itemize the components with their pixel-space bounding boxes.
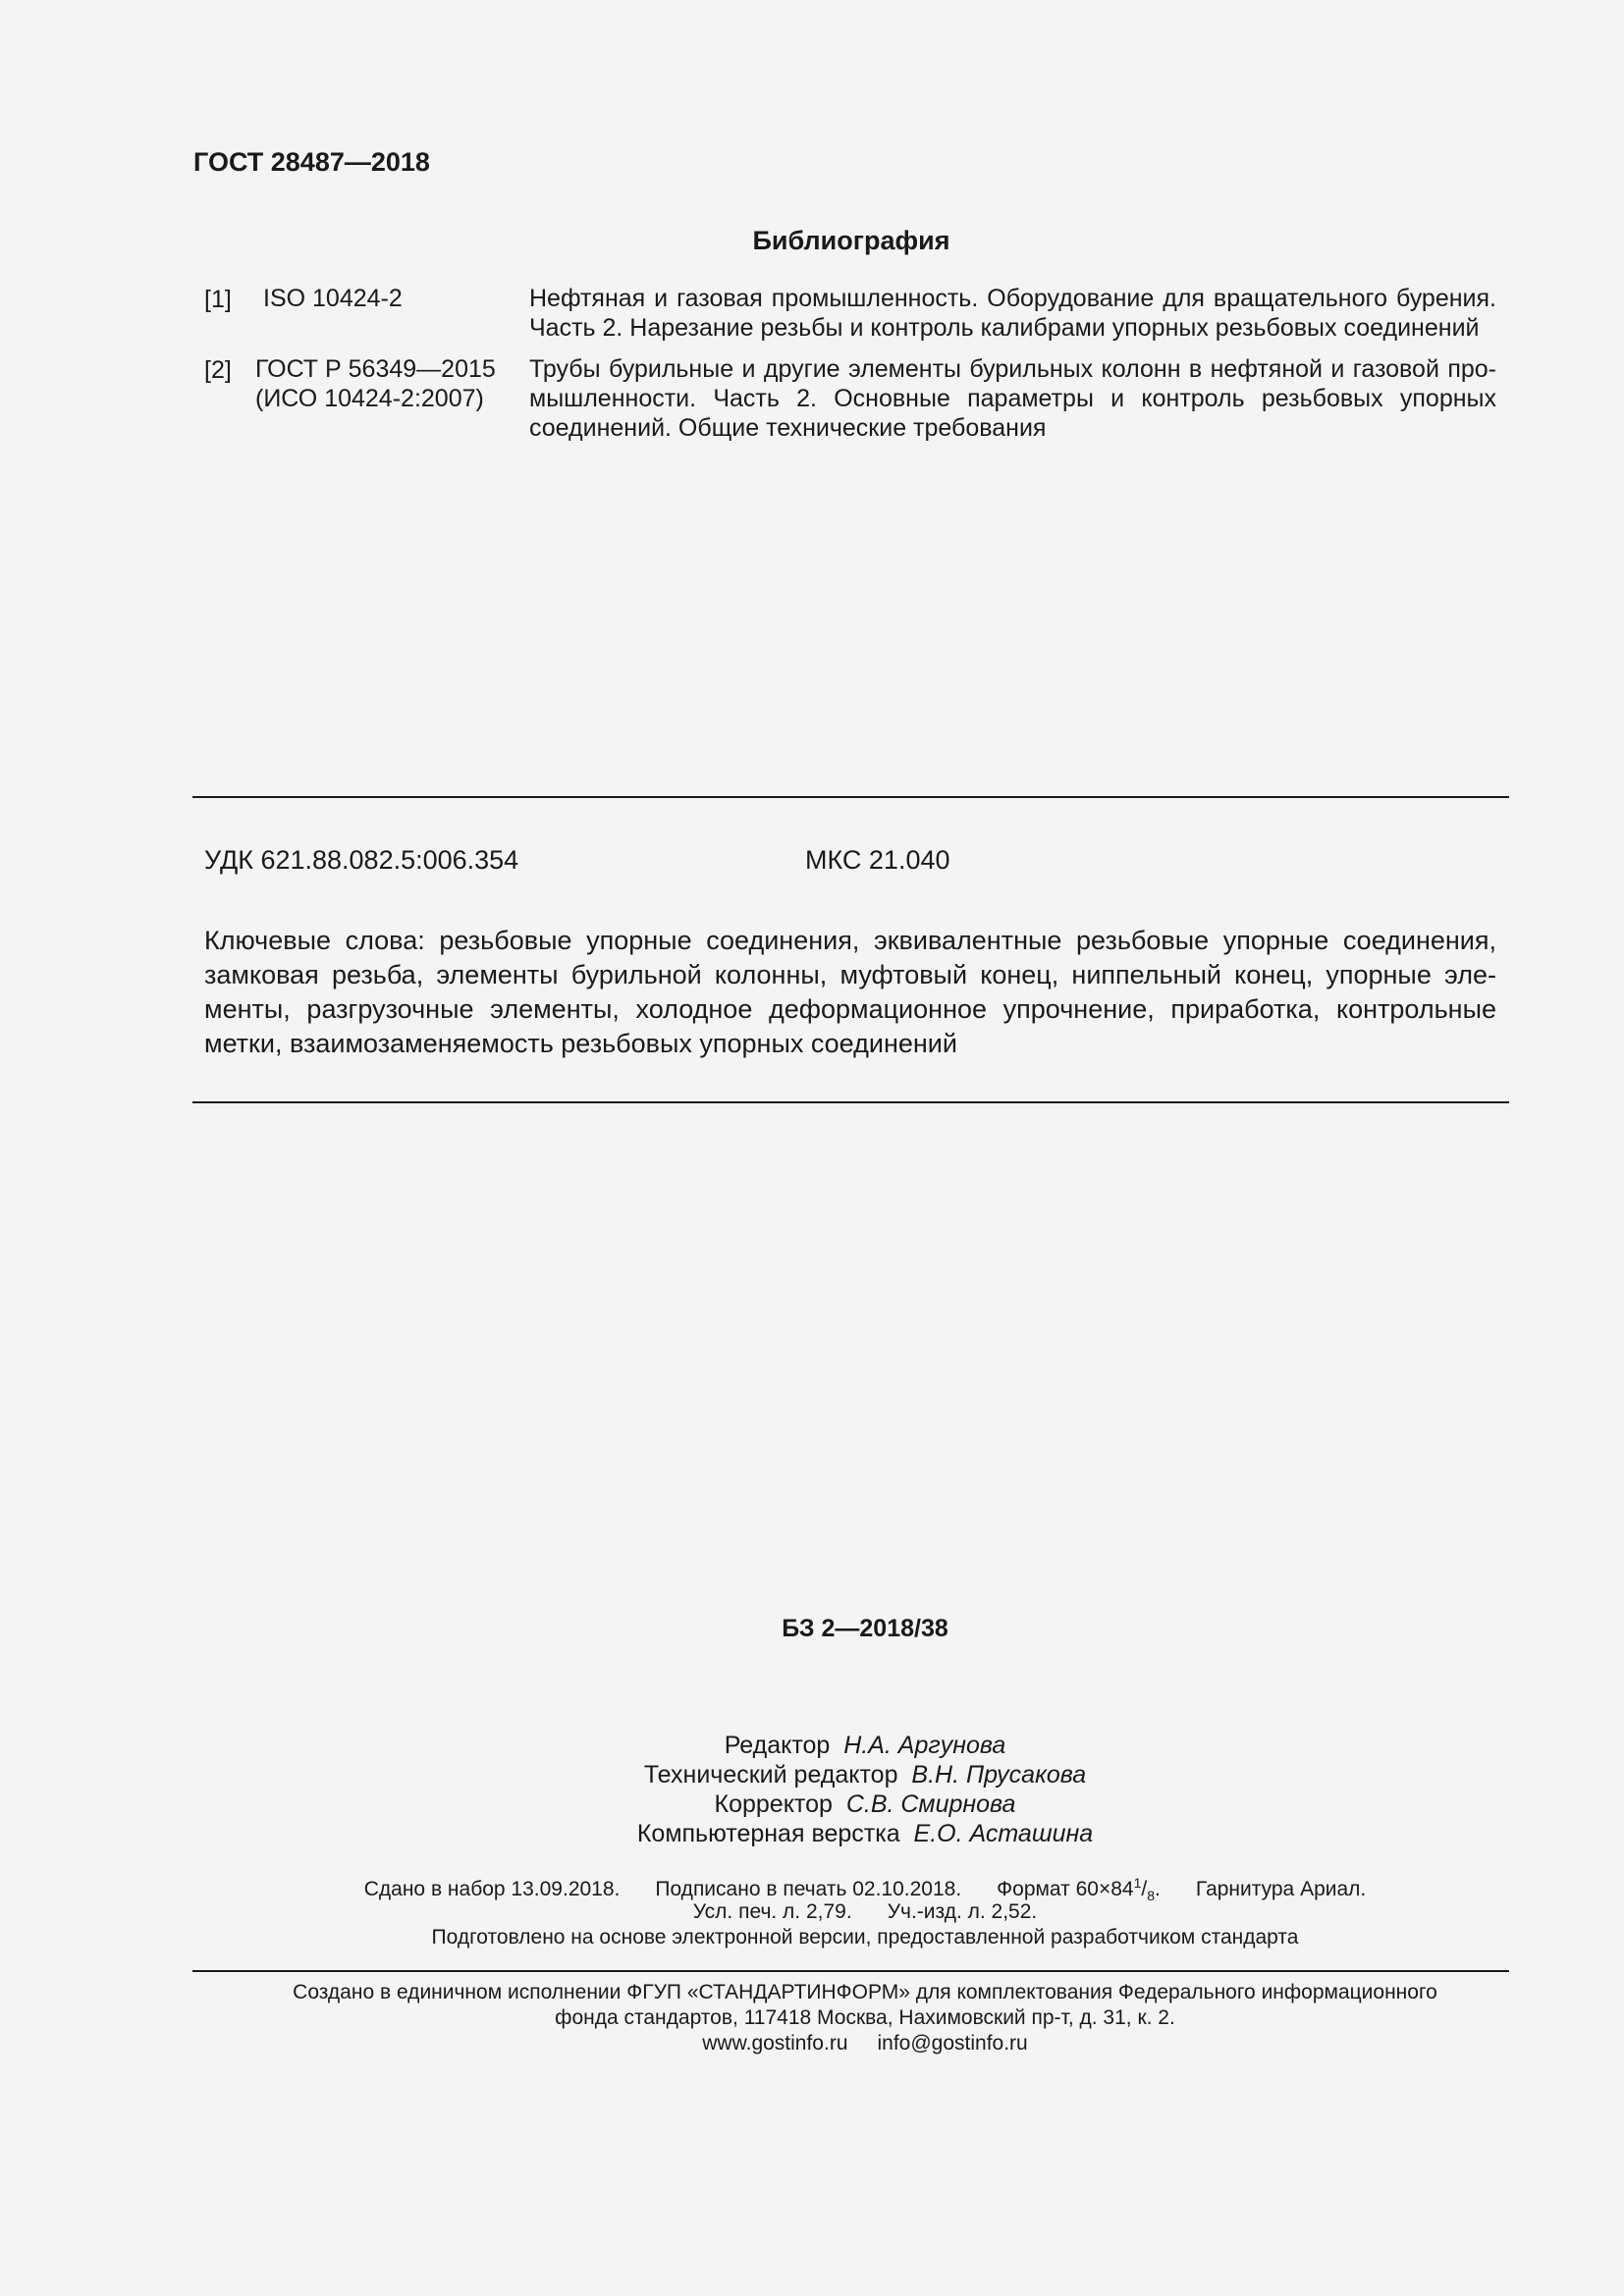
staff-role: Компьютерная верстка (636, 1820, 900, 1847)
email-link[interactable]: info@gostinfo.ru (877, 2032, 1028, 2055)
divider-bottom (192, 1970, 1509, 1972)
staff-tech-editor (0, 1761, 1624, 1789)
staff-layout (0, 1820, 1624, 1848)
publication-info-line-1 (0, 1875, 1624, 1903)
reference-2-text: Трубы бурильные и другие элементы бурильных колонн в нефтяной и газовой промышленности. Часть 2. Основные параметры и контроль резьбовых упорных соединений. Общие технические требования (529, 355, 1496, 442)
keywords-paragraph: Ключевые слова: резьбовые упорные соединения, эквивалентные резьбовые упорные соединения, замковая резьба, элементы бурильной колонны, муфтовый конец, ниппельный конец, упорные элементы, разгрузочные элементы, холодное деформационное упрочнение, приработка, контрольные метки, взаимозаменяемость резьбовых упорных соединений (204, 926, 1496, 1058)
publication-info-line-2 (0, 1900, 1624, 1924)
staff-role: Технический редактор (643, 1761, 898, 1789)
reference-1-number: [1] (204, 286, 232, 313)
font-info: Гарнитура Ариал. (1195, 1878, 1367, 1900)
staff-editor (0, 1732, 1624, 1760)
prepared-note: Подготовлено на основе электронной версии, предоставленной разработчиком стандарта (431, 1926, 1299, 1949)
bz-number: БЗ 2—2018/38 (782, 1615, 948, 1642)
sent-date: Сдано в набор 13.09.2018. (363, 1878, 621, 1900)
usl-pech: Усл. печ. л. 2,79. (692, 1900, 852, 1923)
staff-name: Н.А. Аргунова (843, 1732, 1006, 1759)
staff-role: Корректор (714, 1790, 833, 1818)
document-code: ГОСТ 28487—2018 (193, 147, 430, 177)
bibliography-title: Библиография (752, 226, 950, 255)
reference-2-code-iso: (ИСО 10424-2:2007) (255, 385, 484, 412)
divider-top (192, 796, 1509, 798)
staff-corrector (0, 1790, 1624, 1819)
website-link[interactable]: www.gostinfo.ru (702, 2032, 848, 2055)
signed-date: Подписано в печать 02.10.2018. (655, 1878, 962, 1900)
staff-role: Редактор (724, 1732, 831, 1759)
footer-line-2: фонда стандартов, 117418 Москва, Нахимовский пр-т, д. 31, к. 2. (555, 2006, 1175, 2029)
staff-name: В.Н. Прусакова (911, 1761, 1087, 1789)
reference-2-code: ГОСТ Р 56349—2015 (255, 355, 496, 383)
divider-middle (192, 1101, 1509, 1103)
footer-contacts (0, 2032, 1624, 2056)
staff-name: С.В. Смирнова (845, 1790, 1016, 1818)
reference-1-code: ISO 10424-2 (263, 285, 403, 312)
format-info: Формат $60\times 84^1/_8$. (997, 1875, 1161, 1904)
staff-name: Е.О. Асташина (913, 1820, 1094, 1847)
mks-code: МКС 21.040 (805, 845, 950, 875)
footer-line-1: Создано в единичном исполнении ФГУП «СТАНДАРТИНФОРМ» для комплектования Федерального информационного (293, 1981, 1437, 2003)
reference-2-number: [2] (204, 356, 232, 384)
reference-1-text: Нефтяная и газовая промышленность. Оборудование для вращательного бурения. Часть 2. Нарезание резьбы и контроль калибрами упорных резьбовых соединений (529, 285, 1496, 342)
uch-izd: Уч.-изд. л. 2,52. (887, 1900, 1038, 1923)
udk-code: УДК 621.88.082.5:006.354 (204, 845, 519, 875)
